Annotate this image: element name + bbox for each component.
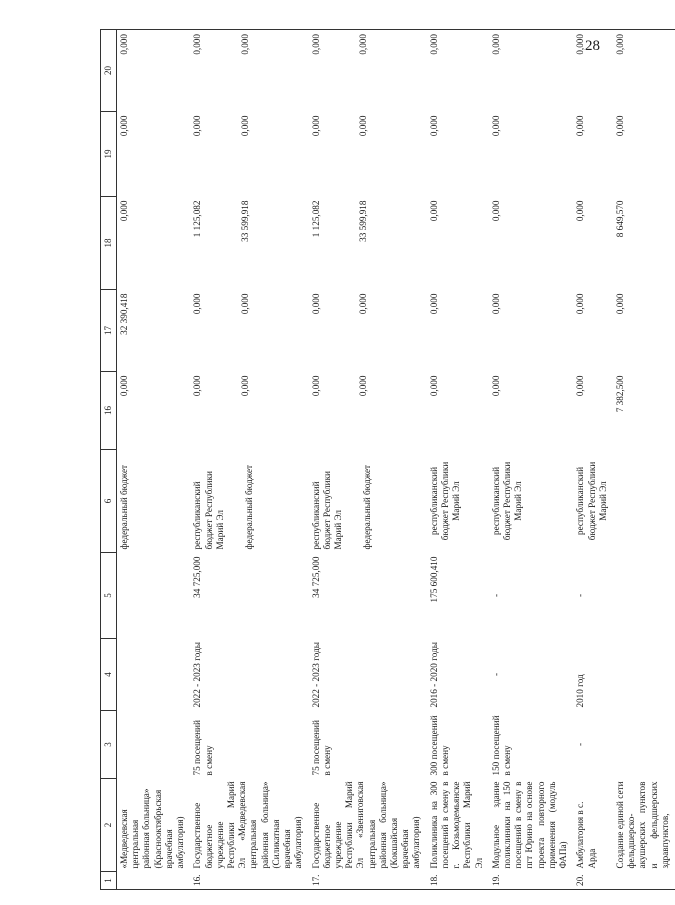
capacity: -	[575, 742, 586, 747]
cost: -	[575, 593, 586, 598]
funding-sources	[190, 450, 308, 553]
cost: 34 725,000	[192, 556, 203, 598]
value-17: 0,000	[490, 293, 501, 315]
page-number: 28	[585, 38, 600, 54]
object-name-line: (Краснооктябрьская врачебная амбулатория)	[152, 789, 186, 869]
column-header-row	[101, 30, 117, 890]
value-17: 0,000 0,000	[192, 293, 250, 315]
object-name: Модульное здание поликлиники на 150 посещений в смену в пгт Юрино на основе проекта повторного применения (модуль ФАПа)	[490, 781, 569, 869]
value-16: 0,000	[428, 375, 439, 397]
funding-sources	[309, 450, 427, 553]
capacity: 300 посещений в смену	[428, 715, 450, 776]
period: 2010 год	[575, 674, 586, 708]
object-name-line: «Медведевская центральная районная больница»	[119, 788, 152, 869]
value-18: 0,000	[428, 200, 439, 222]
value-20: 0,000	[613, 30, 675, 112]
funding-source: федеральный бюджет	[362, 464, 373, 550]
row-number: 20.	[573, 872, 613, 890]
column-header: 20	[101, 30, 117, 112]
value-19: 0,000	[119, 115, 129, 137]
value-18: 0,000	[119, 200, 129, 222]
column-header: 19	[101, 112, 117, 197]
value-16: 0,000 0,000	[310, 375, 368, 397]
column-header: 1	[101, 872, 117, 890]
period: 2022 - 2023 годы	[310, 642, 321, 708]
capacity: 75 посещений в смену	[192, 720, 214, 776]
value-18: 0,000	[575, 200, 586, 222]
value-19: 0,000	[490, 115, 501, 137]
value-16: 7 382,500	[614, 375, 625, 413]
cost: -	[490, 593, 501, 598]
value-19: 0,000	[614, 115, 625, 137]
value-20: 0,000	[573, 30, 613, 112]
period: -	[490, 672, 501, 677]
row-number	[613, 872, 675, 890]
row-number: 19.	[489, 872, 574, 890]
funding-source: республиканский бюджет Республики Марий Эл	[192, 471, 225, 550]
budget-table	[100, 29, 675, 890]
funding-source: федеральный бюджет	[243, 464, 254, 550]
value-16: 0,000	[575, 375, 586, 397]
value-16: 0,000	[119, 375, 129, 397]
object-name: Поликлиника на 300 посещений в смену в г. Козьмодемьянске Республики Марий Эл	[428, 781, 484, 869]
table-row	[190, 30, 308, 890]
value-20: 0,000	[117, 30, 191, 112]
cost: 34 725,000	[310, 556, 321, 598]
table-row	[309, 30, 427, 890]
funding-source: республиканский бюджет Республики Марий Эл	[310, 471, 343, 550]
value-20: 0,000 0,000	[190, 30, 308, 112]
funding-source: республиканский бюджет Республики Марий Эл	[575, 461, 608, 541]
value-17: 0,000 0,000	[310, 293, 368, 315]
table-row-continuation	[117, 30, 191, 890]
capacity: 75 посещений в смену	[310, 720, 332, 776]
period: 2016 - 2020 годы	[428, 642, 439, 708]
column-header: 18	[101, 197, 117, 290]
column-header: 16	[101, 372, 117, 450]
column-header: 17	[101, 290, 117, 372]
value-19: 0,000 0,000	[310, 115, 368, 137]
object-name: Государственное бюджетное учреждение Республики Марий Эл «Медведевская центральная районная больница» (Силикатная врачебная амбулатория)	[192, 781, 304, 869]
value-19: 0,000	[575, 115, 586, 137]
rotated-table-container	[100, 30, 670, 890]
object-name	[117, 779, 191, 872]
value-16: 0,000	[490, 375, 501, 397]
column-header: 5	[101, 553, 117, 639]
row-number: 16.	[190, 872, 308, 890]
table-row	[489, 30, 574, 890]
value-18: 1 125,082 33 599,918	[192, 200, 250, 242]
cost: 175 600,410	[428, 556, 439, 603]
funding-source: республиканский бюджет Республики Марий Эл	[490, 461, 524, 541]
value-18: 0,000	[490, 200, 501, 222]
value-19: 0,000	[428, 115, 439, 137]
table-row	[427, 30, 489, 890]
table-row	[573, 30, 613, 890]
value-18: 1 125,082 33 599,918	[310, 200, 368, 242]
column-header: 2	[101, 779, 117, 872]
value-20: 0,000 0,000	[309, 30, 427, 112]
object-name: Государственное бюджетное учреждение Республики Марий Эл «Звениговская центральная районная больница» (Кокшайская врачебная амбулатория)	[310, 781, 422, 869]
column-header: 6	[101, 450, 117, 553]
table-row-section	[613, 30, 675, 890]
object-name: Создание единой сети фельдшерско-акушерских пунктов и фельдшерских здравпунктов,	[614, 781, 670, 869]
column-header: 3	[101, 711, 117, 779]
value-20: 0,000	[489, 30, 574, 112]
value-16: 0,000 0,000	[192, 375, 250, 397]
object-name: Амбулатория в с. Арда	[575, 801, 597, 869]
row-number: 17.	[309, 872, 427, 890]
value-17: 32 390,418	[119, 293, 129, 335]
funding-source: республиканский бюджет Республики Марий Эл	[428, 461, 462, 541]
value-20: 0,000	[427, 30, 489, 112]
value-17: 0,000	[428, 293, 439, 315]
capacity: 150 посещений в смену	[490, 715, 512, 776]
period: 2022 - 2023 годы	[192, 642, 203, 708]
value-17: 0,000	[614, 293, 625, 315]
column-header: 4	[101, 639, 117, 711]
value-17: 0,000	[575, 293, 586, 315]
funding-source: федеральный бюджет	[119, 464, 129, 550]
value-19: 0,000 0,000	[192, 115, 250, 137]
row-number: 18.	[427, 872, 489, 890]
value-18: 8 649,570	[614, 200, 625, 238]
